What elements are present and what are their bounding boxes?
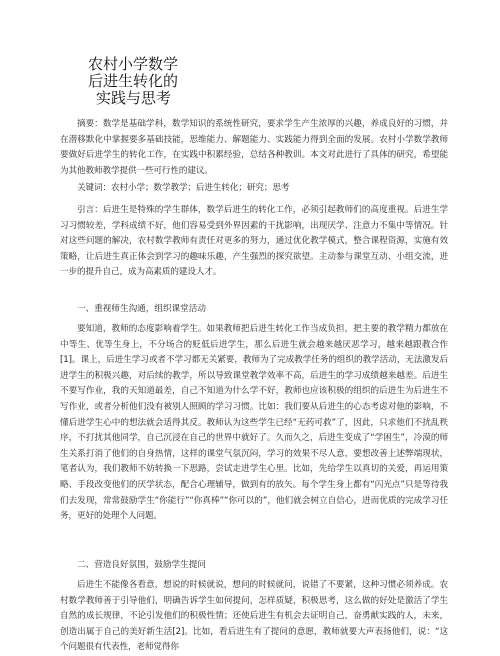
section-1-heading: 一、重视师生沟通，组织课堂活动 (77, 304, 206, 314)
intro-paragraph (60, 203, 448, 281)
title-line-1: 农村小学数学 (88, 55, 179, 73)
abstract-label: 摘要： (77, 119, 103, 129)
title-line-3: 实践与思考 (96, 89, 172, 107)
document-title (88, 56, 268, 107)
section-1-text: 要知道，教师的态度影响着学生。如果教师把后进生转化工作当成负担，把主要的教学精力都放在中等生、优等生身上，不分场合的贬低后进学生，那么后进生就会越来越厌恶学习，越来越跟教合作[1]。课上，后进生学习或者不学习都无关紧要，教师为了完成教学任务的组织的教学活动，无法激发后进学生的积极兴趣，对后续的教学，所以导致课堂教学效率不高，后进生的学习成绩越来越差。后进生不要写作业，我的天知道最差，自己不知道为什么学不好，教师也应该积极的组织的后进生为后进生不写作业，或者分析他们没有被别人照顾的学习习惯。比如：我们要从后进生的心态考虑对他的影响，不懂后进学生心中的想法就会适得其反。教师认为这些学生已经“无药可救”了，因此，只求他们不扰乱秩序，不打扰其他同学，自己沉浸在自己的世界中就好了。久而久之，后进生变成了“学困生”，冷漠的师生关系打消了他们的自身热情，这样的课堂气氛沉闷，学习的效果不尽人意，要想改善上述弊端现状，笔者认为，我们教师不妨转换一下思路，尝试走进学生心里。比如，先给学生以真切的关爱，再运用策略、手段改变他们的厌学状态，配合心理辅导，做到有的放矢。每个学生身上都有“闪光点”只是等待我们去发现，常常鼓励学生“你能行”“你真棒”“你可以的”，他们就会树立自信心，进而优质的完成学习任务，更好的处理个人问题。 (60, 324, 448, 522)
intro-text: 后进生是特殊的学生群体，数学后进生的转化工作，必须引起教师们的高度重视。后进生学习习惯较差，学科成绩不好，他们容易受到外界因素的干扰影响，出现厌学、注意力不集中等情况。针对这些问题的解决，农村数学教师有责任对更多的努力，通过优化教学模式，整合课程资源，实施有效策略，让后进生真正体会到学习的趣味乐趣，产生强烈的探究欲望。主动参与课堂互动、小组交流，进一步的提升自己，成为高素质的建设人才。 (60, 205, 448, 278)
section-2-heading: 二、营造良好氛围，鼓励学生提问 (77, 560, 206, 570)
section-2-paragraph (60, 578, 448, 653)
keywords-paragraph (60, 181, 448, 197)
intro-label: 引言： (77, 205, 103, 215)
section-1-paragraph (60, 322, 448, 548)
title-line-2: 后进生转化的 (88, 72, 179, 90)
keywords-label: 关键词： (77, 183, 111, 193)
keywords-text: 农村小学；数学教学；后进生转化；研究；思考 (110, 183, 290, 193)
abstract-paragraph (60, 117, 448, 179)
section-2-text: 后进生不能像各看意，想说的时候就说，想问的时候就问，说错了不要紧，这种习惯必须养成。农村数学教师善于引导他们，明确告诉学生如何提问，怎样质疑，积极思考，这么做的好处是激活了学生自然的成长规律，不论引发他们的积极性情；还使后进生有机会去证明自己，奋勇献实践的人，未来，创造出属于自己的美好新生活[2]。比如，看后进生有了提问的意愿，教师就要大声表扬他们，说：“这个问题很有代表性，老师觉得你 (60, 580, 448, 653)
abstract-text: 数学是基础学科，数学知识的系统性研究，要求学生产生浓厚的兴趣，养成良好的习惯，并在潜移默化中掌握要多基础技能，思维能力、解题能力、实践能力得到全面的发展。农村小学数学教师要做好后进学生的转化工作，在实践中积累经验，总结各种教训。本文对此进行了具体的研究，希望能为其他教师教学提供一些可行性的建议。 (60, 119, 448, 176)
